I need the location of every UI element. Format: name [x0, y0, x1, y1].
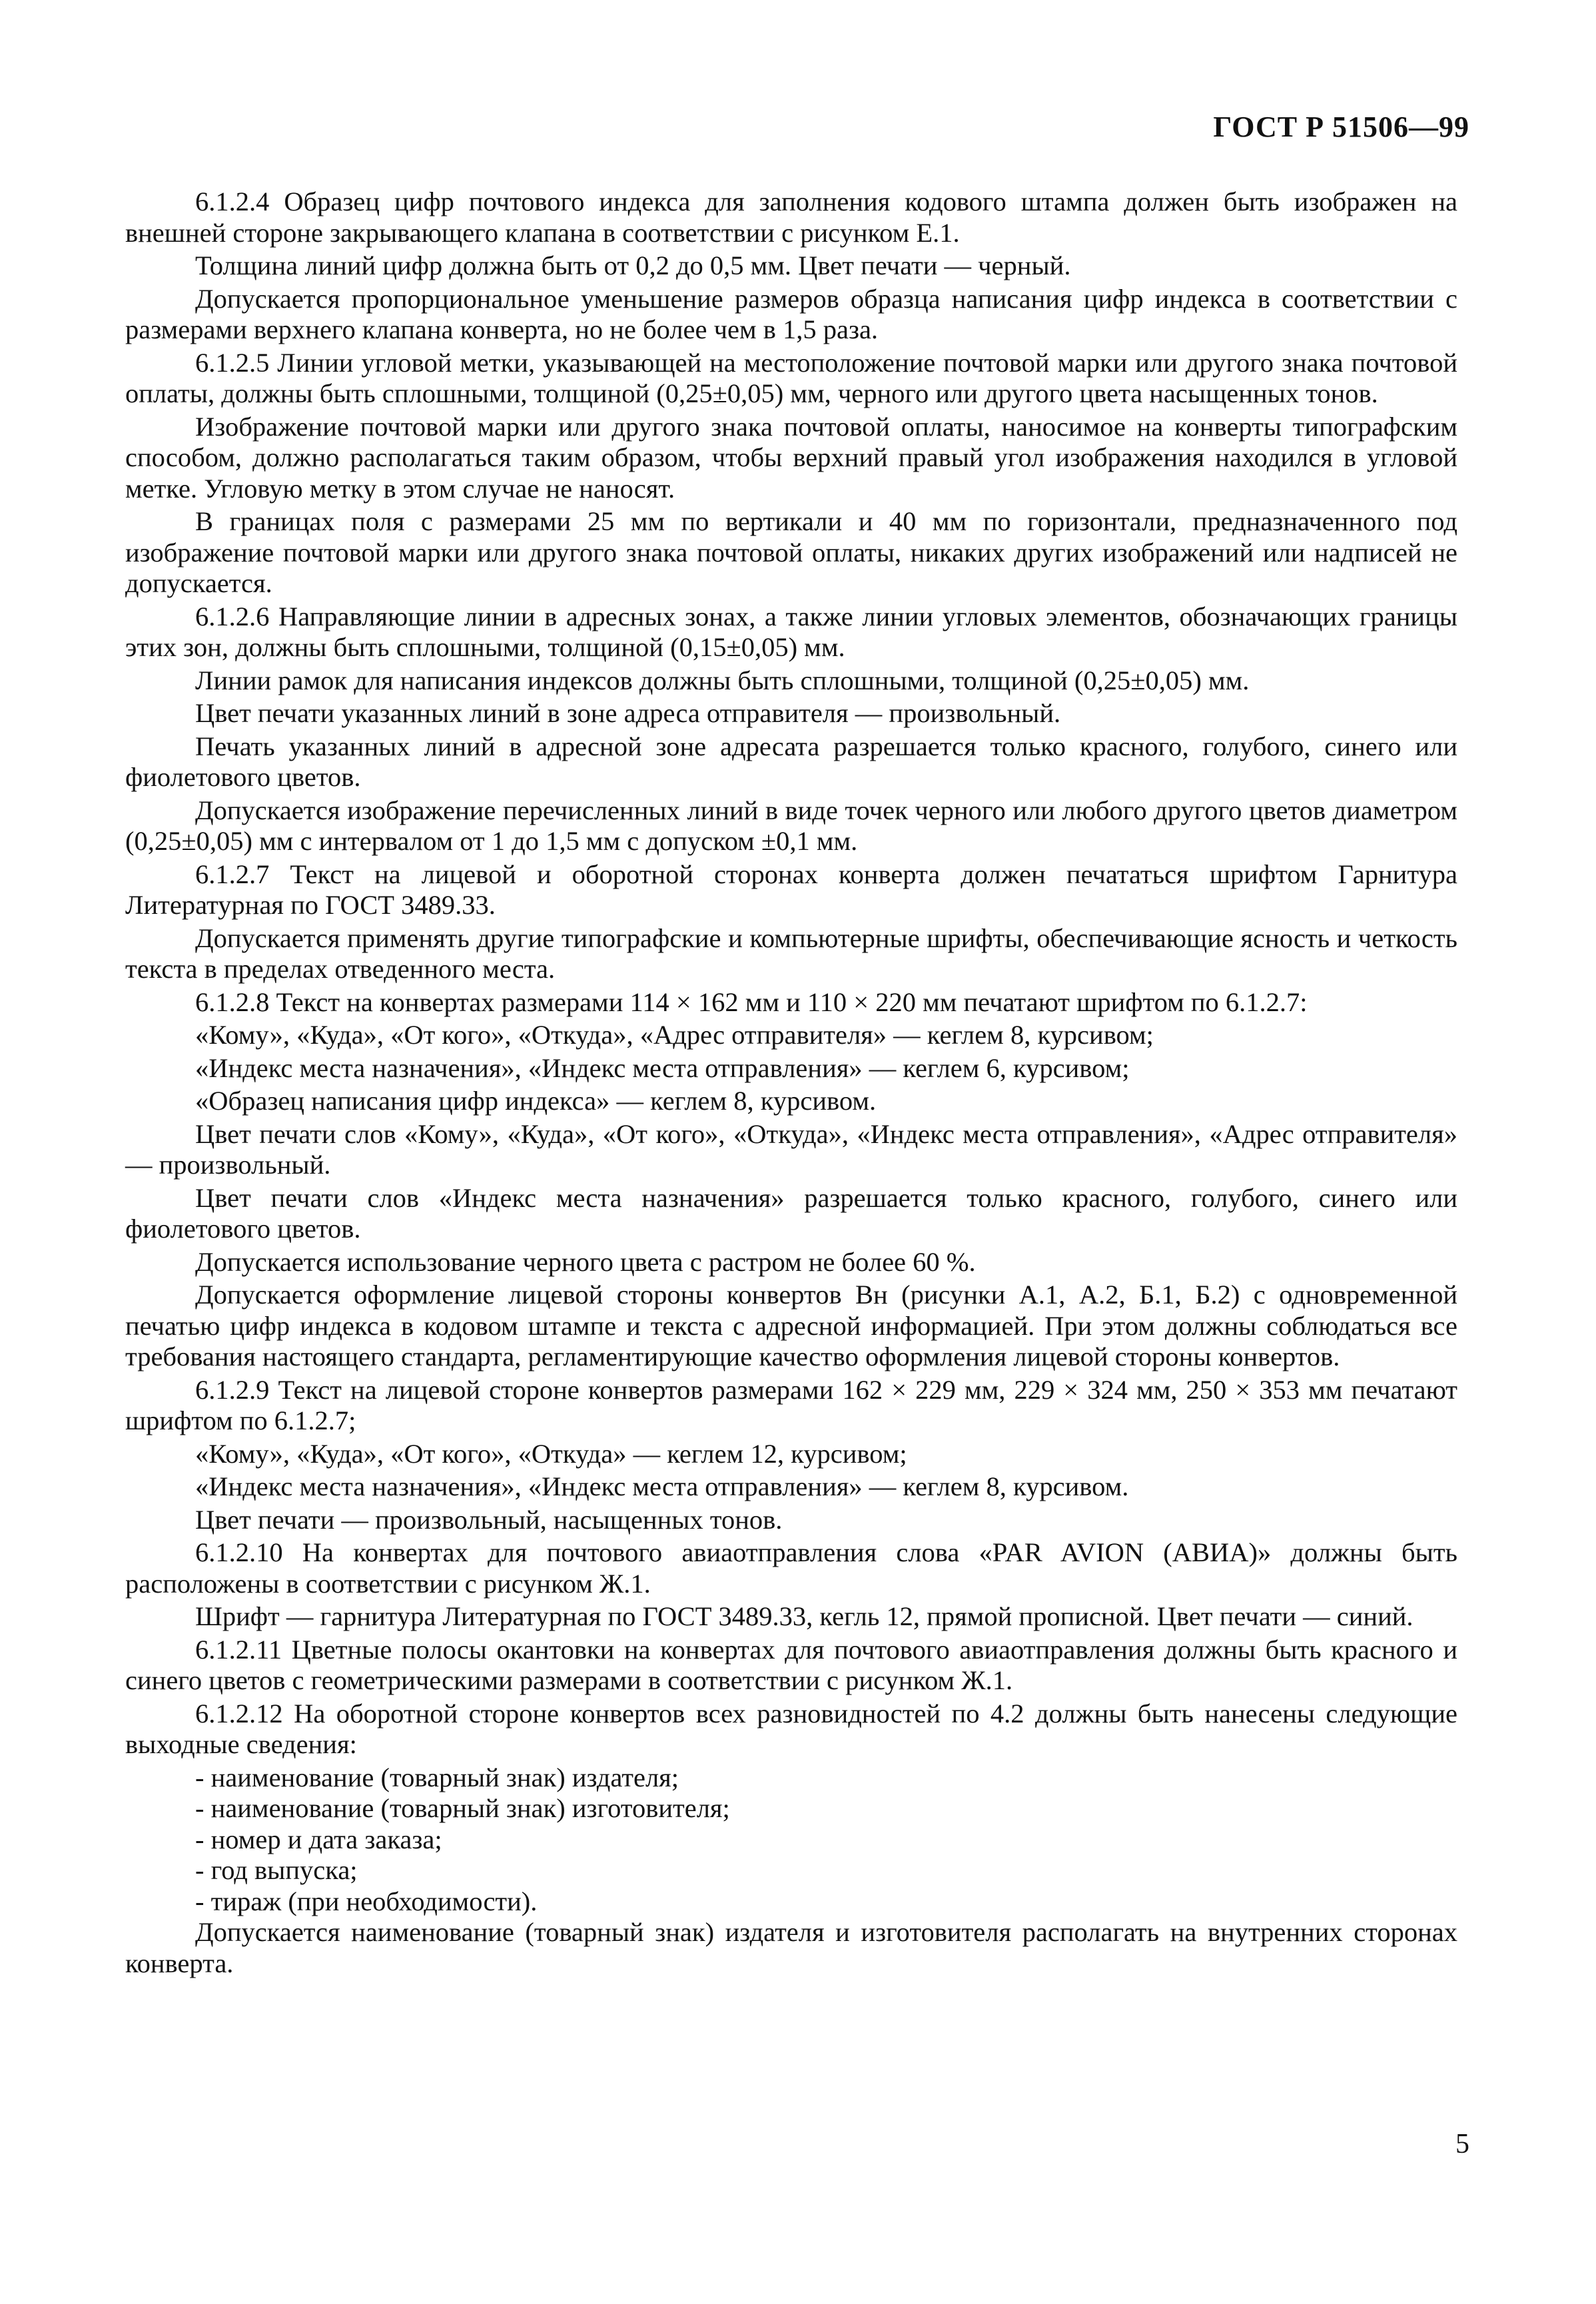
paragraph: Изображение почтовой марки или другого знака почтовой оплаты, наносимое на конверты типографским способом, должно располагаться таким образом, чтобы верхний правый угол изображения находился в угловой метке. Угловую метку в этом случае не наносят. [125, 411, 1457, 504]
page-number: 5 [1455, 2129, 1469, 2159]
paragraph: 6.1.2.10 На конвертах для почтового авиаотправления слова «PAR AVION (АВИА)» должны быть расположены в соответствии с рисунком Ж.1. [125, 1537, 1457, 1599]
paragraph: «Индекс места назначения», «Индекс места отправления» — кеглем 6, курсивом; [195, 1052, 1130, 1083]
paragraph: Шрифт — гарнитура Литературная по ГОСТ 3489.33, кегль 12, прямой прописной. Цвет печати — синий. [195, 1601, 1413, 1631]
paragraph: 6.1.2.11 Цветные полосы окантовки на конвертах для почтового авиаотправления должны быть красного и синего цветов с геометрическими размерами в соответствии с рисунком Ж.1. [125, 1634, 1457, 1695]
standard-code-header: ГОСТ Р 51506—99 [1213, 111, 1469, 143]
paragraph: Линии рамок для написания индексов должны быть сплошными, толщиной (0,25±0,05) мм. [195, 665, 1250, 695]
paragraph: Допускается изображение перечисленных линий в виде точек черного или любого другого цветов диаметром (0,25±0,05) мм с интервалом от 1 до 1,5 мм с допуском ±0,1 мм. [125, 795, 1457, 856]
paragraph: Толщина линий цифр должна быть от 0,2 до 0,5 мм. Цвет печати — черный. [195, 250, 1071, 280]
paragraph: 6.1.2.6 Направляющие линии в адресных зонах, а также линии угловых элементов, обозначающих границы этих зон, должны быть сплошными, толщиной (0,15±0,05) мм. [125, 601, 1457, 662]
paragraph: Цвет печати слов «Кому», «Куда», «От кого», «Откуда», «Индекс места отправления», «Адрес отправителя» — произвольный. [125, 1118, 1457, 1180]
paragraph: «Образец написания цифр индекса» — кеглем 8, курсивом. [195, 1086, 877, 1116]
paragraph: «Кому», «Куда», «От кого», «Откуда», «Адрес отправителя» — кеглем 8, курсивом; [195, 1020, 1154, 1050]
paragraph: Допускается применять другие типографские и компьютерные шрифты, обеспечивающие ясность и четкость текста в пределах отведенного места. [125, 923, 1457, 984]
paragraph: 6.1.2.4 Образец цифр почтового индекса для заполнения кодового штампа должен быть изображен на внешней стороне закрывающего клапана в соответствии с рисунком Е.1. [125, 187, 1457, 248]
paragraph: 6.1.2.7 Текст на лицевой и оборотной сторонах конверта должен печататься шрифтом Гарнитура Литературная по ГОСТ 3489.33. [125, 859, 1457, 920]
paragraph: «Кому», «Куда», «От кого», «Откуда» — кеглем 12, курсивом; [195, 1438, 907, 1469]
paragraph: Допускается оформление лицевой стороны конвертов Вн (рисунки А.1, А.2, Б.1, Б.2) с одновременной печатью цифр индекса в кодовом штампе и текста с адресной информацией. При этом должны соблюдаться все требования настоящего стандарта, регламентирующие качество оформления лицевой стороны конвертов. [125, 1280, 1457, 1371]
paragraph: 6.1.2.12 На оборотной стороне конвертов всех разновидностей по 4.2 должны быть нанесены следующие выходные сведения: [125, 1698, 1457, 1759]
paragraph: 6.1.2.8 Текст на конвертах размерами 114 × 162 мм и 110 × 220 мм печатают шрифтом по 6.1.2.7: [195, 986, 1308, 1017]
paragraph: Печать указанных линий в адресной зоне адресата разрешается только красного, голубого, синего или фиолетового цветов. [125, 731, 1457, 792]
list-item: - наименование (товарный знак) изготовителя; [195, 1793, 730, 1823]
paragraph: Цвет печати — произвольный, насыщенных тонов. [195, 1504, 783, 1535]
document-body [125, 187, 1457, 1981]
closing-paragraph: Допускается наименование (товарный знак) издателя и изготовителя располагать на внутренних сторонах конверта. [125, 1917, 1457, 1978]
paragraph: 6.1.2.9 Текст на лицевой стороне конвертов размерами 162 × 229 мм, 229 × 324 мм, 250 × 353 мм печатают шрифтом по 6.1.2.7; [125, 1374, 1457, 1435]
list-item: - наименование (товарный знак) издателя; [195, 1762, 679, 1792]
paragraph: Допускается использование черного цвета с растром не более 60 %. [195, 1246, 976, 1277]
paragraph: В границах поля с размерами 25 мм по вертикали и 40 мм по горизонтали, предназначенного под изображение почтовой марки или другого знака почтовой оплаты, никаких других изображений или надписей не допускается. [125, 506, 1457, 598]
list-item: - год выпуска; [195, 1855, 358, 1885]
paragraph: 6.1.2.5 Линии угловой метки, указывающей на местоположение почтовой марки или другого знака почтовой оплаты, должны быть сплошными, толщиной (0,25±0,05) мм, черного или другого цвета насыщенных тонов. [125, 347, 1457, 408]
paragraph: «Индекс места назначения», «Индекс места отправления» — кеглем 8, курсивом. [195, 1471, 1129, 1501]
list-item: - тираж (при необходимости). [195, 1886, 538, 1916]
paragraph: Цвет печати слов «Индекс места назначения» разрешается только красного, голубого, синего или фиолетового цветов. [125, 1182, 1457, 1244]
paragraph: Допускается пропорциональное уменьшение размеров образца написания цифр индекса в соответствии с размерами верхнего клапана конверта, но не более чем в 1,5 раза. [125, 283, 1457, 344]
list-item: - номер и дата заказа; [195, 1824, 442, 1854]
paragraph: Цвет печати указанных линий в зоне адреса отправителя — произвольный. [195, 698, 1061, 728]
